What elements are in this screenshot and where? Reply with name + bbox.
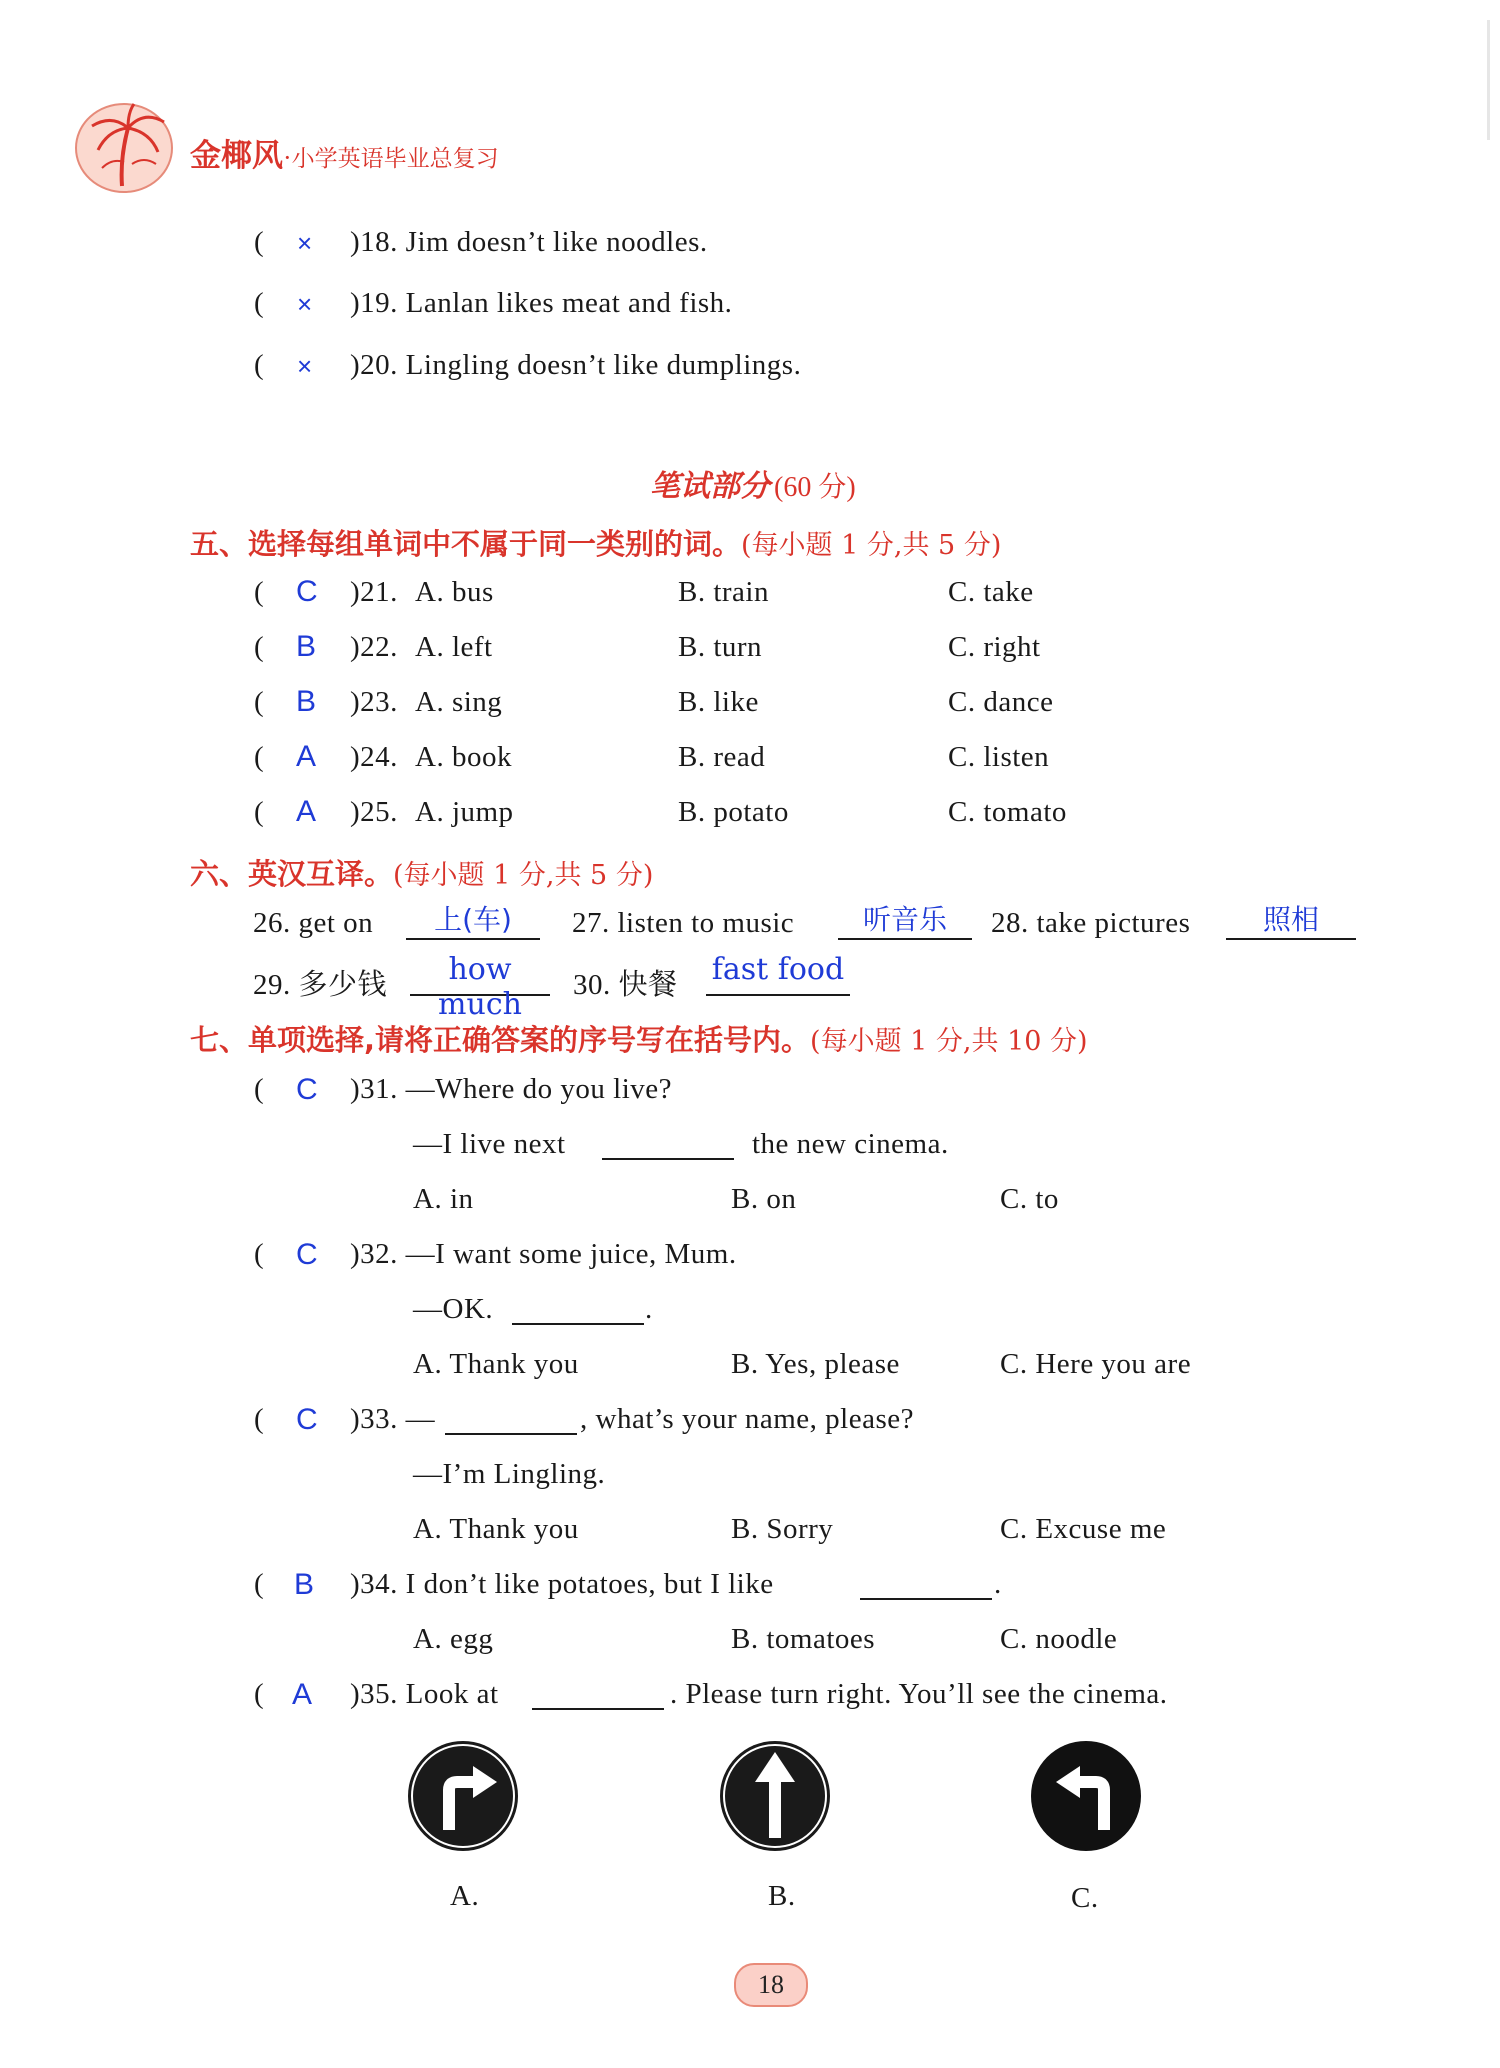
q28-answer: 照相 — [1262, 903, 1319, 936]
turn-right-sign-icon — [405, 1738, 521, 1854]
open-paren: ( — [254, 349, 264, 381]
option-a: A. left — [415, 631, 493, 663]
option-b: B. on — [731, 1183, 797, 1215]
section-6-title: 六、英汉互译。 — [190, 857, 394, 891]
dialog-line-end: . — [645, 1293, 653, 1325]
option-a: A. bus — [415, 576, 494, 608]
written-part-points: (60 分) — [774, 472, 856, 503]
option-c: C. take — [948, 576, 1034, 608]
option-c: C. noodle — [1000, 1623, 1118, 1655]
item-number: )22. — [350, 631, 398, 663]
option-a: A. egg — [413, 1623, 494, 1655]
answer-letter: C — [296, 575, 318, 608]
open-paren: ( — [254, 226, 264, 258]
q30-answer-blank — [706, 952, 850, 996]
option-b: B. potato — [678, 796, 789, 828]
option-b: B. train — [678, 576, 769, 608]
option-a: A. sing — [415, 686, 503, 718]
open-paren: ( — [254, 686, 264, 718]
dialog-line: —I live next — [413, 1128, 566, 1160]
question-text: )34. I don’t like potatoes, but I like — [350, 1568, 774, 1600]
q27-answer: 听音乐 — [862, 903, 947, 936]
palm-logo-icon — [72, 98, 182, 194]
open-paren: ( — [254, 796, 264, 828]
header-title — [190, 130, 499, 175]
answer-letter: A — [292, 1678, 313, 1711]
item-number: )24. — [350, 741, 398, 773]
question-text: )35. Look at — [350, 1678, 499, 1710]
answer-letter: B — [294, 1568, 315, 1601]
answer-blank — [602, 1132, 734, 1160]
open-paren: ( — [254, 287, 264, 319]
answer-mark: × — [297, 228, 313, 258]
section-7-heading — [190, 1018, 1088, 1059]
option-a: A. in — [413, 1183, 474, 1215]
q29-label: 29. 多少钱 — [253, 969, 388, 1001]
written-part-title: 笔试部分 — [650, 469, 770, 504]
answer-letter: B — [296, 630, 317, 663]
question-text-end: . Please turn right. You’ll see the cinema. — [670, 1678, 1168, 1710]
section-5-points: (每小题 1 分,共 5 分) — [741, 530, 1002, 561]
q27-answer-blank — [838, 898, 972, 940]
turn-left-sign-icon — [1028, 1738, 1144, 1854]
option-c: C. tomato — [948, 796, 1067, 828]
answer-letter: A — [296, 740, 317, 773]
option-a: A. Thank you — [413, 1348, 579, 1380]
answer-letter: C — [296, 1073, 318, 1106]
q26-answer-blank — [406, 898, 540, 940]
q27-label: 27. listen to music — [572, 907, 795, 939]
q28-answer-blank — [1226, 898, 1356, 940]
option-c: C. Here you are — [1000, 1348, 1192, 1380]
open-paren: ( — [254, 741, 264, 773]
option-a: A. jump — [415, 796, 514, 828]
answer-mark: × — [297, 289, 313, 319]
open-paren: ( — [254, 1403, 264, 1435]
section-5-heading — [190, 522, 1001, 563]
option-b: B. like — [678, 686, 759, 718]
open-paren: ( — [254, 1568, 264, 1600]
option-c: C. right — [948, 631, 1041, 663]
item-number: )23. — [350, 686, 398, 718]
q26-answer: 上(车) — [434, 903, 512, 936]
option-b: B. Yes, please — [731, 1348, 900, 1380]
open-paren: ( — [254, 1678, 264, 1710]
section-5-title: 五、选择每组单词中不属于同一类别的词。 — [190, 527, 742, 561]
header-logo — [72, 98, 182, 194]
dialog-line: —OK. — [413, 1293, 494, 1325]
q26-label: 26. get on — [253, 907, 374, 939]
page-number-badge — [734, 1963, 808, 2007]
item-text: )19. Lanlan likes meat and fish. — [350, 287, 733, 319]
sign-label-a: A. — [450, 1880, 480, 1912]
question-text-end: . — [994, 1568, 1002, 1600]
header-subtitle: 小学英语毕业总复习 — [291, 146, 499, 172]
answer-blank — [532, 1682, 664, 1710]
option-c: C. Excuse me — [1000, 1513, 1167, 1545]
question-text: )33. — — [350, 1403, 436, 1435]
section-6-heading — [190, 852, 653, 893]
answer-blank — [512, 1297, 644, 1325]
option-a: A. book — [415, 741, 512, 773]
brand-name: 金椰风 — [190, 138, 283, 174]
q29-answer: how much — [438, 952, 522, 1022]
go-straight-sign-icon — [717, 1738, 833, 1854]
answer-letter: A — [296, 795, 317, 828]
answer-letter: C — [296, 1238, 318, 1271]
section-7-title: 七、单项选择,请将正确答案的序号写在括号内。 — [190, 1023, 811, 1057]
q30-answer: fast food — [711, 952, 845, 987]
header-separator: · — [283, 143, 292, 172]
item-text: )18. Jim doesn’t like noodles. — [350, 226, 708, 258]
question-text: )32. —I want some juice, Mum. — [350, 1238, 737, 1270]
open-paren: ( — [254, 1073, 264, 1105]
option-c: C. listen — [948, 741, 1050, 773]
written-part-heading — [650, 461, 856, 505]
open-paren: ( — [254, 631, 264, 663]
dialog-line: —I’m Lingling. — [413, 1458, 606, 1490]
answer-letter: B — [296, 685, 317, 718]
question-text-end: , what’s your name, please? — [580, 1403, 915, 1435]
sign-label-b: B. — [768, 1880, 796, 1912]
option-b: B. turn — [678, 631, 763, 663]
open-paren: ( — [254, 576, 264, 608]
item-number: )21. — [350, 576, 398, 608]
option-c: C. dance — [948, 686, 1054, 718]
answer-letter: C — [296, 1403, 318, 1436]
option-b: B. tomatoes — [731, 1623, 876, 1655]
answer-blank — [860, 1572, 992, 1600]
option-a: A. Thank you — [413, 1513, 579, 1545]
q28-label: 28. take pictures — [991, 907, 1191, 939]
answer-mark: × — [297, 351, 313, 381]
answer-blank — [445, 1407, 577, 1435]
q30-label: 30. 快餐 — [573, 969, 678, 1001]
option-b: B. read — [678, 741, 766, 773]
dialog-line-end: the new cinema. — [752, 1128, 949, 1160]
item-text: )20. Lingling doesn’t like dumplings. — [350, 349, 802, 381]
sign-label-c: C. — [1071, 1882, 1099, 1914]
item-number: )25. — [350, 796, 398, 828]
option-c: C. to — [1000, 1183, 1059, 1215]
option-b: B. Sorry — [731, 1513, 834, 1545]
section-6-points: (每小题 1 分,共 5 分) — [393, 860, 654, 891]
question-text: )31. —Where do you live? — [350, 1073, 673, 1105]
page-number: 18 — [758, 1970, 784, 1999]
q29-answer-blank — [410, 952, 550, 1022]
open-paren: ( — [254, 1238, 264, 1270]
section-7-points: (每小题 1 分,共 10 分) — [810, 1026, 1088, 1057]
page-edge-rule — [1487, 20, 1490, 140]
